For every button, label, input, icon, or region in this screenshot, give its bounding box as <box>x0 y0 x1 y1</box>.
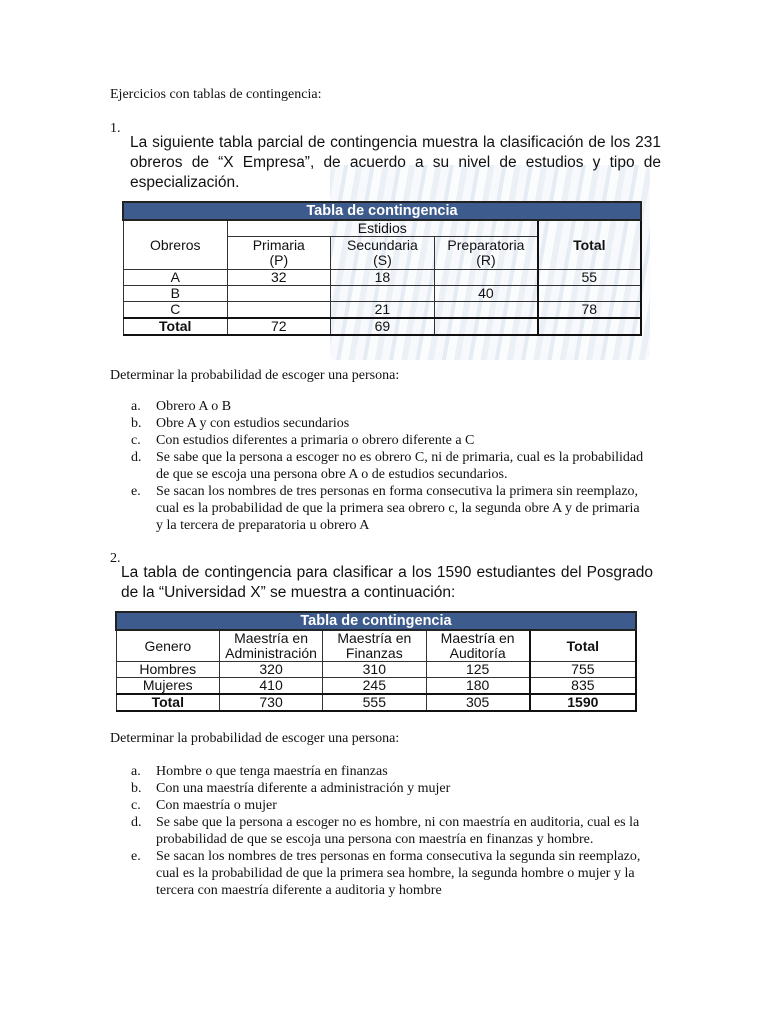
table-cell <box>330 286 435 302</box>
list-item <box>110 398 650 415</box>
exercise-1-questions <box>110 398 650 534</box>
exercise-1-prompt: Determinar la probabilidad de escoger una persona: <box>110 368 400 383</box>
table-1-col-header: Primaria (P) <box>228 237 331 270</box>
grand-total <box>538 318 641 335</box>
row-total <box>538 286 641 302</box>
list-item <box>110 415 650 432</box>
contingency-table-1 <box>122 201 642 336</box>
list-marker: e. <box>131 849 141 864</box>
total-row-label: Total <box>116 694 220 711</box>
list-marker: a. <box>131 764 141 779</box>
table-1-col-header: Preparatoria (R) <box>435 237 538 270</box>
total-row-label: Total <box>123 318 228 335</box>
row-label: B <box>123 286 228 302</box>
row-total: 835 <box>530 678 636 695</box>
list-item <box>110 763 650 780</box>
exercise-1-intro: La siguiente tabla parcial de contingencia muestra la clasificación de los 231 obreros de “X Empresa”, de acuerdo a su nivel de estudios y tipo de especialización. <box>130 134 661 191</box>
table-cell: 310 <box>323 662 427 678</box>
list-marker: b. <box>131 781 142 796</box>
table-2-col-header: Maestría en Finanzas <box>323 630 427 662</box>
list-item <box>110 848 650 899</box>
table-cell <box>435 270 538 286</box>
question-text: Hombre o que tenga maestría en finanzas <box>156 764 388 779</box>
table-cell: 72 <box>228 318 331 335</box>
row-label: Hombres <box>116 662 220 678</box>
exercise-1-number: 1. <box>110 121 121 136</box>
row-label: A <box>123 270 228 286</box>
table-cell: 320 <box>220 662 323 678</box>
list-marker: a. <box>131 399 141 414</box>
table-2-total-header: Total <box>530 630 636 662</box>
table-2-row-header: Genero <box>116 630 220 662</box>
exercise-2-questions <box>110 763 650 899</box>
table-total-row <box>116 694 636 711</box>
question-text: Con una maestría diferente a administración y mujer <box>156 781 451 796</box>
list-item <box>110 814 650 848</box>
list-marker: d. <box>131 815 142 830</box>
question-text: Con estudios diferentes a primaria o obrero diferente a C <box>156 433 475 448</box>
row-total: 755 <box>530 662 636 678</box>
table-cell <box>228 286 331 302</box>
table-cell: 410 <box>220 678 323 695</box>
table-cell: 18 <box>330 270 435 286</box>
grand-total: 1590 <box>530 694 636 711</box>
list-marker: e. <box>131 484 141 499</box>
table-2-title: Tabla de contingencia <box>116 612 636 630</box>
question-text: Se sacan los nombres de tres personas en forma consecutiva la segunda sin reemplazo, cual es la probabilidad de que la primera sea hombre, la segunda hombre o mujer y la tercera con maestría diferente a auditoria y hombre <box>156 849 641 898</box>
row-label: Mujeres <box>116 678 220 695</box>
table-cell <box>435 318 538 335</box>
table-row <box>123 286 641 302</box>
table-cell: 305 <box>426 694 530 711</box>
contingency-table-2 <box>115 611 637 712</box>
table-row <box>116 678 636 695</box>
table-cell: 180 <box>426 678 530 695</box>
list-item <box>110 449 650 483</box>
page-heading: Ejercicios con tablas de contingencia: <box>110 87 322 102</box>
table-2-col-header: Maestría en Auditoría <box>426 630 530 662</box>
table-2-col-header: Maestría en Administración <box>220 630 323 662</box>
question-text: Se sabe que la persona a escoger no es obrero C, ni de primaria, cual es la probabilidad de que se escoja una persona obre A o de estudios secundarios. <box>156 450 644 482</box>
table-cell: 32 <box>228 270 331 286</box>
exercise-2-number: 2. <box>110 551 121 566</box>
table-cell: 245 <box>323 678 427 695</box>
table-1-row-header: Obreros <box>123 220 228 270</box>
table-1-title: Tabla de contingencia <box>123 202 641 220</box>
table-cell <box>435 302 538 319</box>
table-cell <box>228 302 331 319</box>
question-text: Obrero A o B <box>156 399 232 414</box>
row-label: C <box>123 302 228 319</box>
question-text: Con maestría o mujer <box>156 798 277 813</box>
row-total: 78 <box>538 302 641 319</box>
table-total-row <box>123 318 641 335</box>
row-total: 55 <box>538 270 641 286</box>
table-1-group-header: Estidios <box>228 220 538 237</box>
list-marker: c. <box>131 433 141 448</box>
table-row <box>123 302 641 319</box>
exercise-2-prompt: Determinar la probabilidad de escoger una persona: <box>110 731 400 746</box>
list-marker: d. <box>131 450 142 465</box>
question-text: Se sacan los nombres de tres personas en forma consecutiva la primera sin reemplazo, cual es la probabilidad de que la primera sea obrero c, la segunda obre A y de primaria y la tercera de preparatoria u obrero A <box>156 484 640 533</box>
table-cell: 69 <box>330 318 435 335</box>
question-text: Se sabe que la persona a escoger no es hombre, ni con maestría en auditoria, cual es la probabilidad de que se escoja una persona con maestría en finanzas y hombre. <box>156 815 640 847</box>
table-row <box>116 662 636 678</box>
table-cell: 125 <box>426 662 530 678</box>
list-item <box>110 797 650 814</box>
table-cell: 555 <box>323 694 427 711</box>
exercise-2-intro: La tabla de contingencia para clasificar a los 1590 estudiantes del Posgrado de la “Universidad X” se muestra a continuación: <box>121 564 653 601</box>
list-item <box>110 780 650 797</box>
question-text: Obre A y con estudios secundarios <box>156 416 350 431</box>
list-item <box>110 483 650 534</box>
table-cell: 40 <box>435 286 538 302</box>
list-marker: c. <box>131 798 141 813</box>
list-item <box>110 432 650 449</box>
table-1-total-header: Total <box>538 220 641 270</box>
list-marker: b. <box>131 416 142 431</box>
table-1-col-header: Secundaria (S) <box>330 237 435 270</box>
table-cell: 730 <box>220 694 323 711</box>
table-cell: 21 <box>330 302 435 319</box>
table-row <box>123 270 641 286</box>
